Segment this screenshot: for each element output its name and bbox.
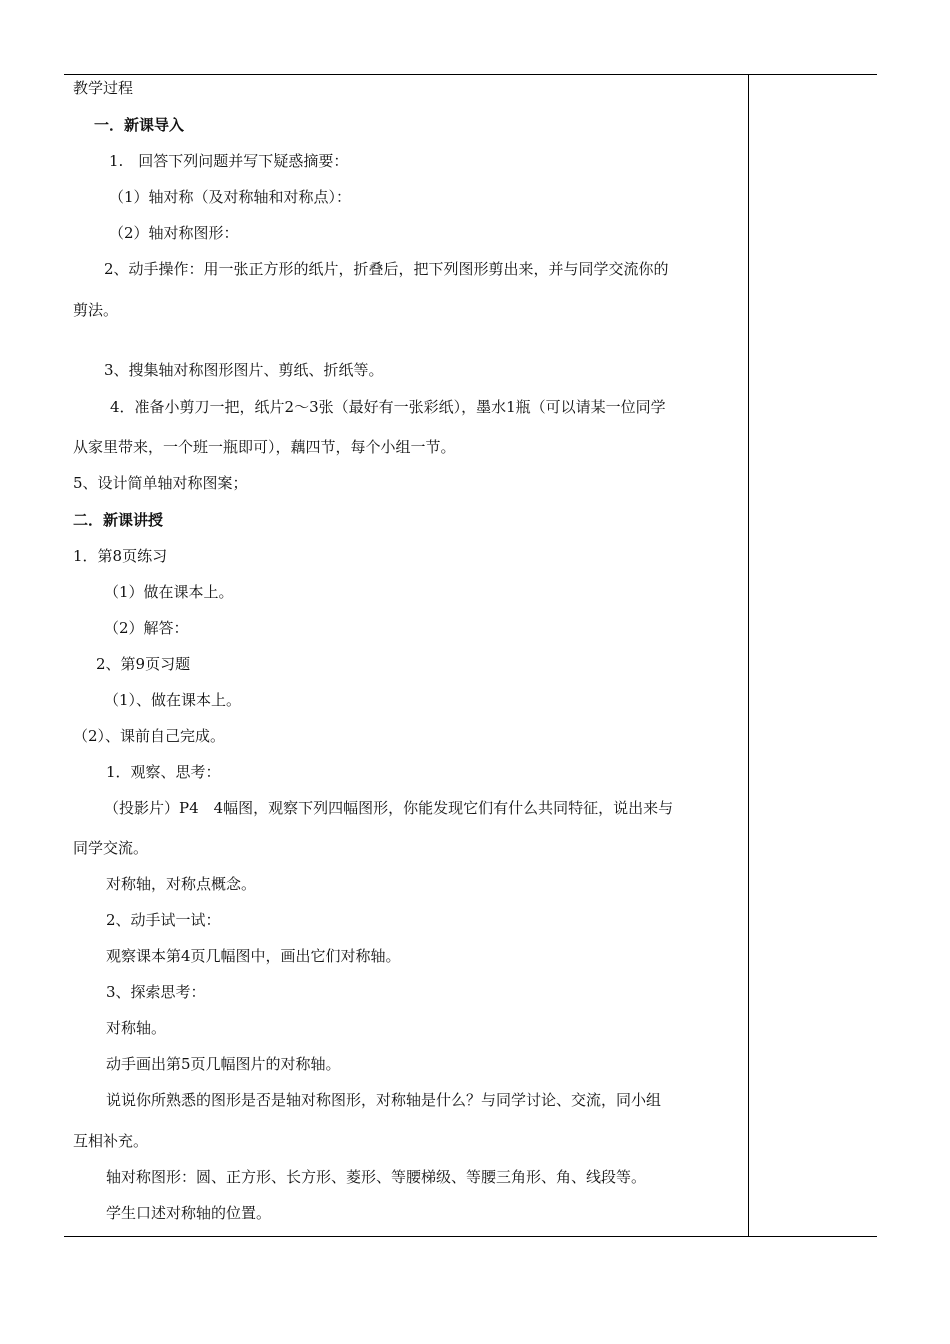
intro-q1: 1. 回答下列问题并写下疑惑摘要： bbox=[109, 152, 349, 170]
lecture-p1: 1．第8页练习 bbox=[73, 547, 168, 565]
lecture-p1-b: （2）解答： bbox=[104, 619, 189, 637]
column-divider bbox=[748, 74, 749, 1237]
lecture-observe: 1．观察、思考： bbox=[106, 763, 221, 781]
intro-heading: 一．新课导入 bbox=[94, 116, 185, 134]
lecture-heading: 二．新课讲授 bbox=[73, 511, 164, 529]
lecture-discuss-line2: 互相补充。 bbox=[73, 1132, 149, 1150]
lecture-projection-line1: （投影片）P4 4幅图，观察下列四幅图形，你能发现它们有什么共同特征，说出来与 bbox=[104, 799, 674, 817]
intro-q5: 5、设计简单轴对称图案； bbox=[73, 474, 248, 492]
table-top-border bbox=[64, 74, 877, 75]
lecture-explore-draw: 动手画出第5页几幅图片的对称轴。 bbox=[106, 1055, 341, 1073]
intro-q1-b: （2）轴对称图形： bbox=[109, 224, 239, 242]
lecture-p1-a: （1）做在课本上。 bbox=[104, 583, 234, 601]
lecture-explore-heading: 3、探索思考： bbox=[106, 983, 206, 1001]
lecture-p2: 2、第9页习题 bbox=[96, 655, 191, 673]
lecture-shapes: 轴对称图形：圆、正方形、长方形、菱形、等腰梯级、等腰三角形、角、线段等。 bbox=[106, 1168, 647, 1186]
lecture-explore-axis: 对称轴。 bbox=[106, 1019, 167, 1037]
intro-q3: 3、搜集轴对称图形图片、剪纸、折纸等。 bbox=[104, 361, 384, 379]
table-bottom-border bbox=[64, 1236, 877, 1237]
lecture-p2-a: （1）、做在课本上。 bbox=[104, 691, 242, 709]
lecture-try-text: 观察课本第4页几幅图中，画出它们对称轴。 bbox=[106, 947, 401, 965]
lecture-oral: 学生口述对称轴的位置。 bbox=[106, 1204, 272, 1222]
lecture-discuss-line1: 说说你所熟悉的图形是否是轴对称图形，对称轴是什么？与同学讨论、交流，同小组 bbox=[106, 1091, 662, 1109]
lecture-projection-line2: 同学交流。 bbox=[73, 839, 149, 857]
intro-q4-line2: 从家里带来，一个班一瓶即可），藕四节，每个小组一节。 bbox=[73, 438, 456, 456]
intro-q2-line2: 剪法。 bbox=[73, 301, 119, 319]
intro-q1-a: （1）轴对称（及对称轴和对称点）： bbox=[109, 188, 352, 206]
intro-q2-line1: 2、动手操作：用一张正方形的纸片，折叠后，把下列图形剪出来，并与同学交流你的 bbox=[104, 260, 669, 278]
intro-q4-line1: 4．准备小剪刀一把，纸片2～3张（最好有一张彩纸），墨水1瓶（可以请某一位同学 bbox=[110, 398, 666, 416]
lecture-try-heading: 2、动手试一试： bbox=[106, 911, 221, 929]
lecture-p2-b: （2）、课前自己完成。 bbox=[73, 727, 226, 745]
section-label: 教学过程 bbox=[73, 79, 134, 97]
lecture-concept: 对称轴，对称点概念。 bbox=[106, 875, 257, 893]
